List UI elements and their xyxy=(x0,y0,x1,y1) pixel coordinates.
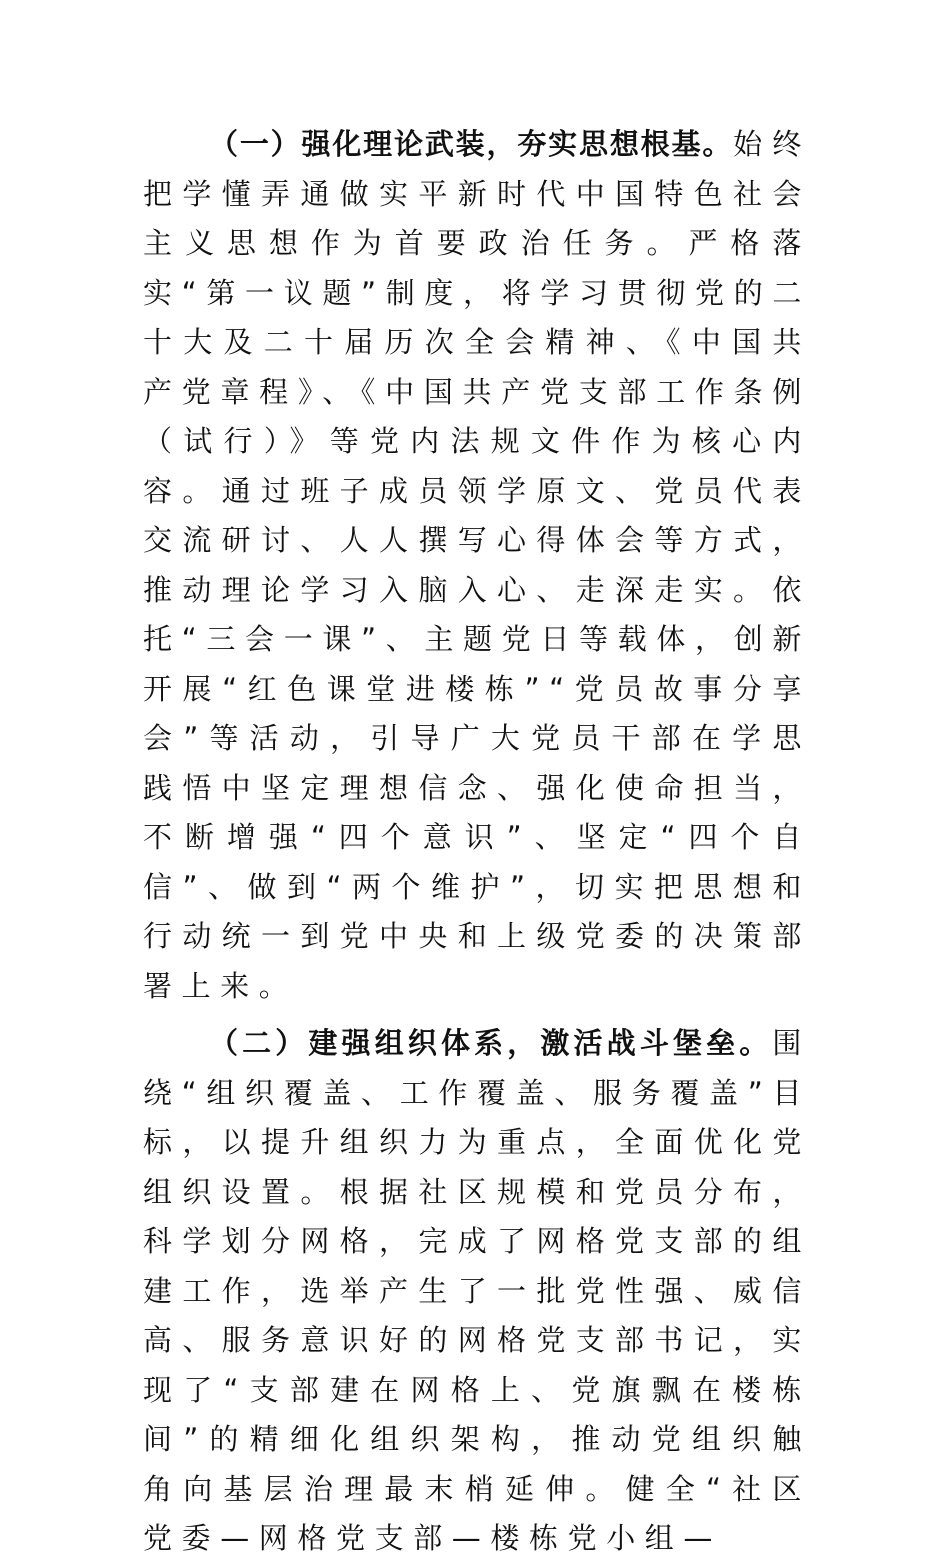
paragraph-heading: （一）强化理论武装，夯实思想根基。 xyxy=(209,127,734,161)
paragraph-strengthen-organization xyxy=(143,1019,811,1564)
paragraph-heading: （二）建强组织体系，激活战斗堡垒。 xyxy=(209,1026,773,1060)
paragraph-body: 围绕“组织覆盖、工作覆盖、服务覆盖”目标，以提升组织力为重点，全面优化党组织设置。根据社区规模和党员分布，科学划分网格，完成了网格党支部的组建工作，选举产生了一批党性强、威信高、服务意识好的网格党支部书记，实现了“支部建在网格上、党旗飘在楼栋间”的精细化组织架构，推动党组织触角向基层治理最末梢延伸。健全“社区党委—网格党支部—楼栋党小组— xyxy=(143,1026,811,1555)
document-page xyxy=(143,120,811,1564)
paragraph-strengthen-theory xyxy=(143,120,811,1011)
paragraph-body: 始终把学懂弄通做实平新时代中国特色社会主义思想作为首要政治任务。严格落实“第一议题”制度，将学习贯彻党的二十大及二十届历次全会精神、《中国共产党章程》、《中国共产党支部工作条例（试行）》等党内法规文件作为核心内容。通过班子成员领学原文、党员代表交流研讨、人人撰写心得体会等方式，推动理论学习入脑入心、走深走实。依托“三会一课”、主题党日等载体，创新开展“红色课堂进楼栋”“党员故事分享会”等活动，引导广大党员干部在学思践悟中坚定理想信念、强化使命担当，不断增强“四个意识”、坚定“四个自信”、做到“两个维护”，切实把思想和行动统一到党中央和上级党委的决策部署上来。 xyxy=(143,127,812,1003)
